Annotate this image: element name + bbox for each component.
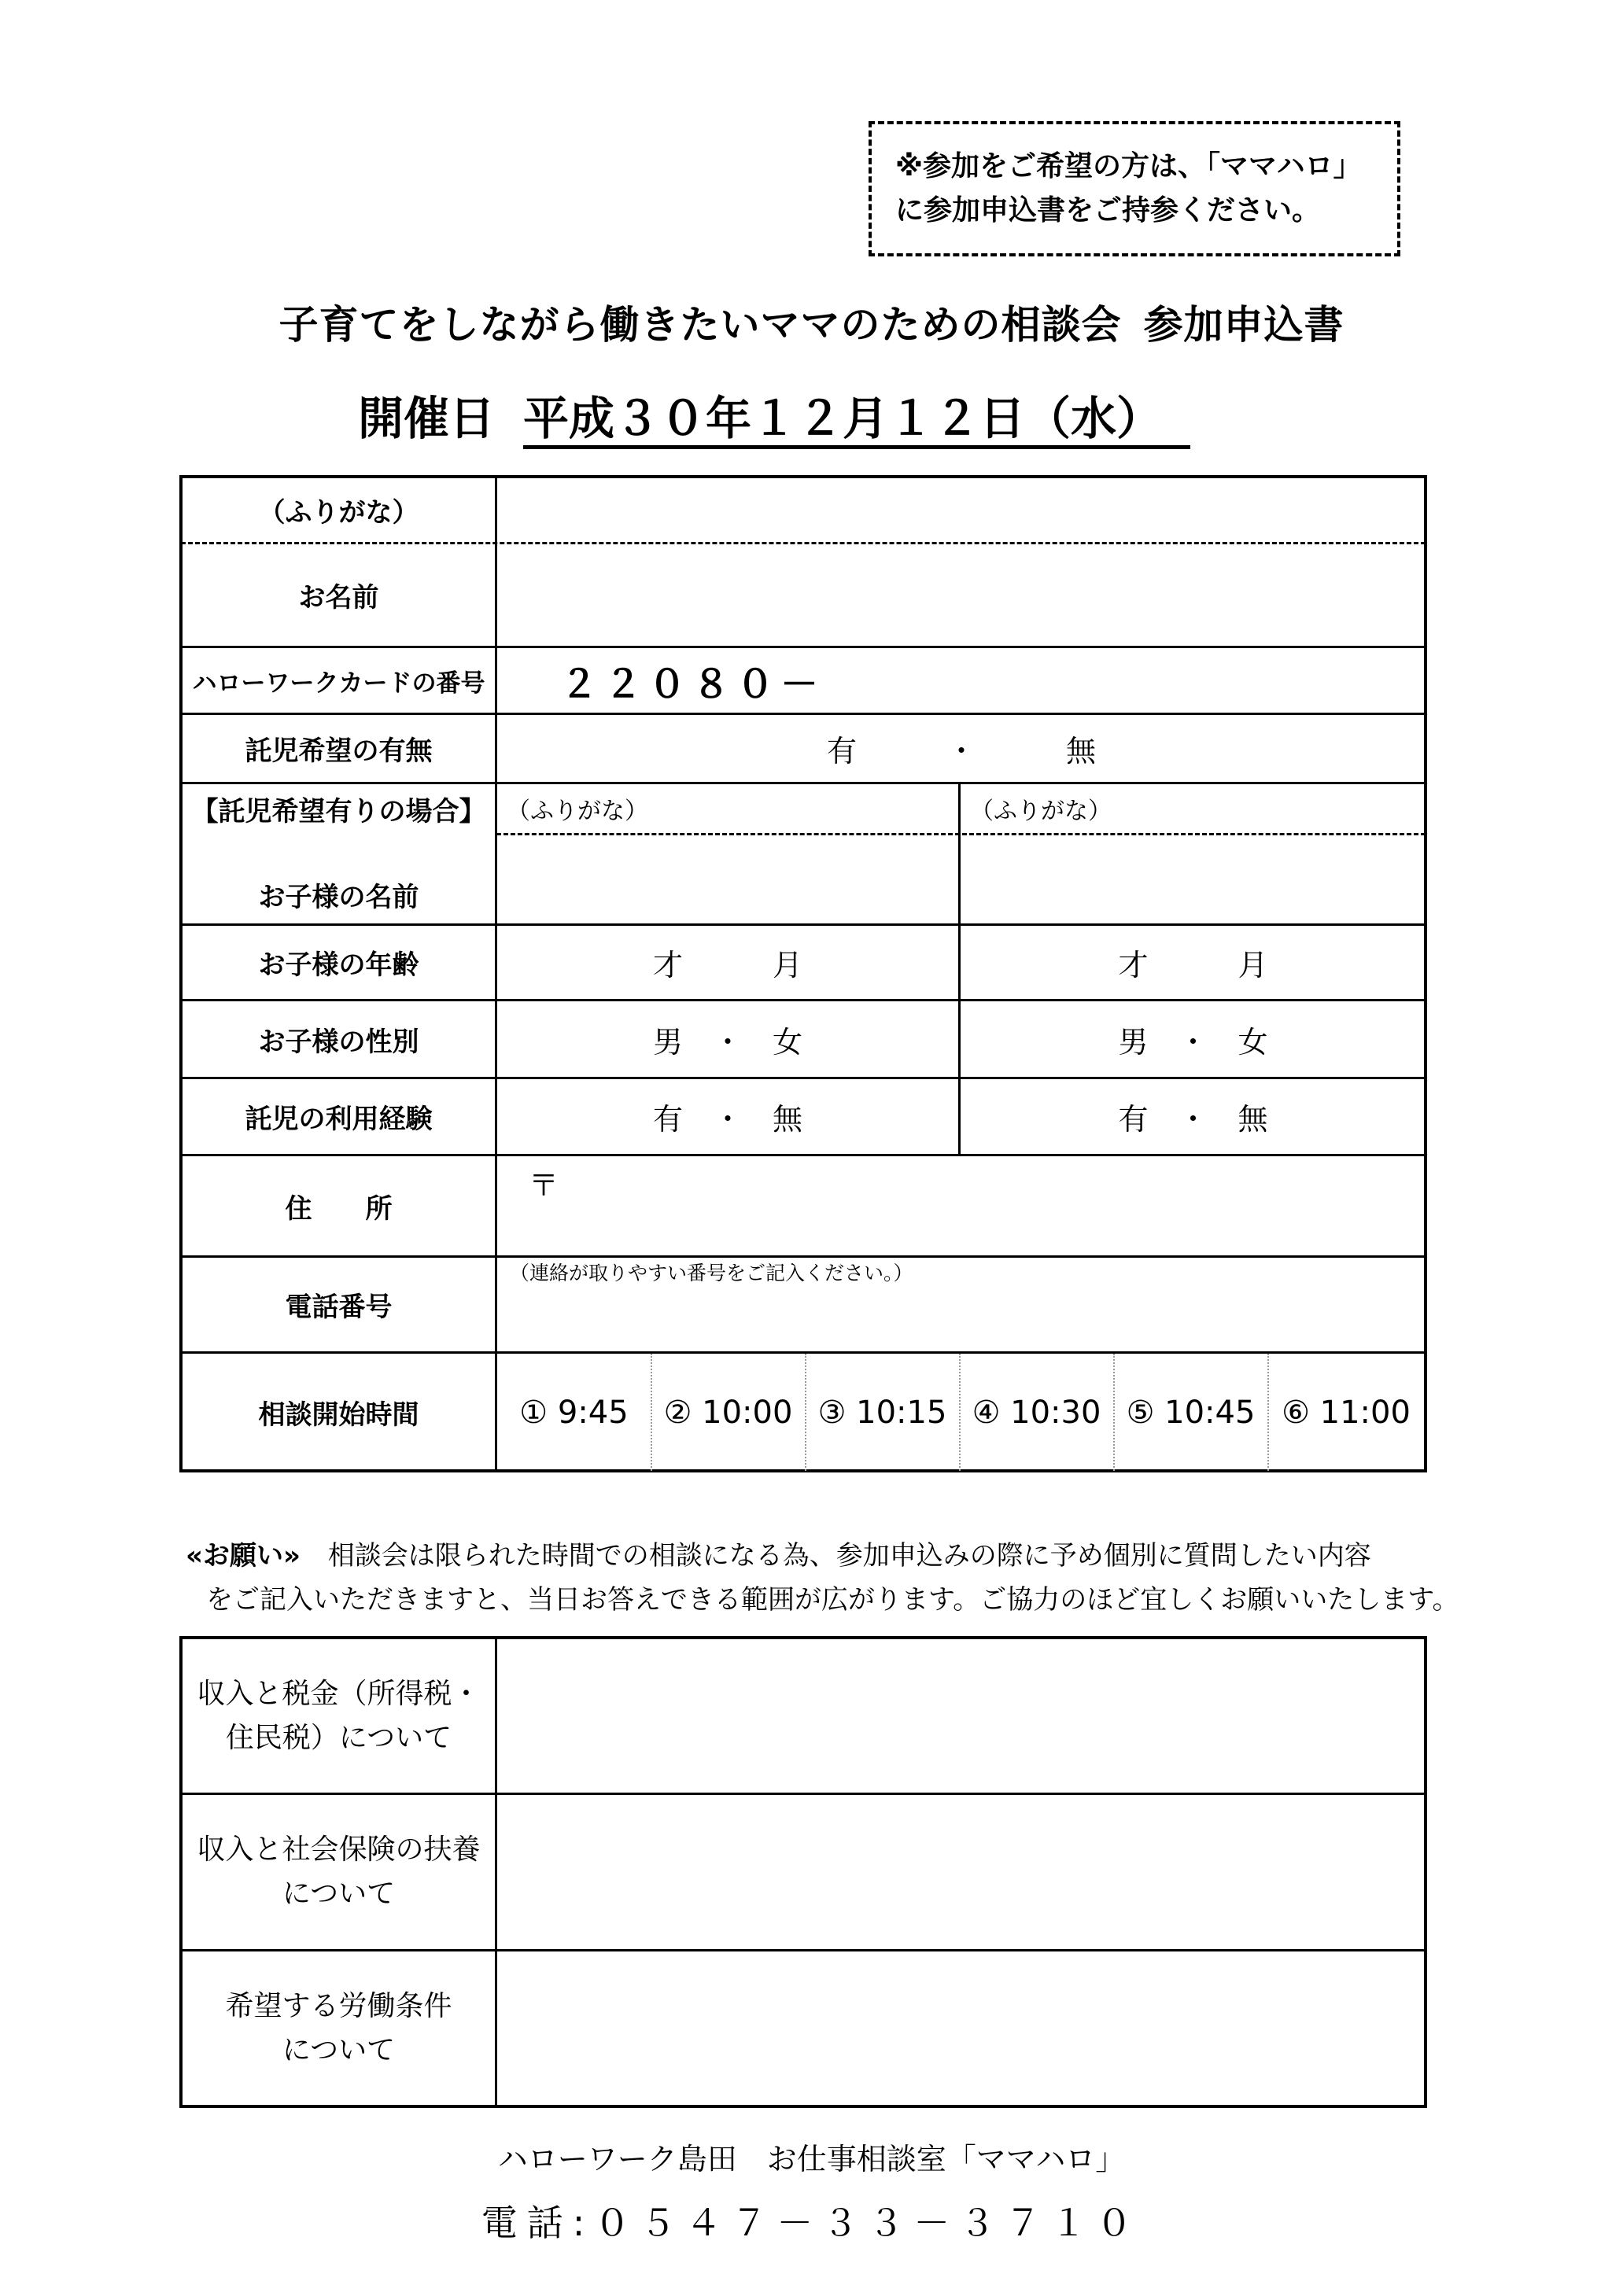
phone-field[interactable] bbox=[497, 1258, 1426, 1351]
name-field[interactable] bbox=[497, 544, 1426, 646]
question-label-2 bbox=[183, 1795, 495, 1949]
notice-line-1: ※参加をご希望の方は、「ママハロ」 bbox=[895, 150, 1362, 182]
question-3-line-1: 希望する労働条件 bbox=[225, 1989, 452, 2022]
child-2-age-field[interactable]: 才 月 bbox=[1118, 948, 1268, 982]
child-age-label: お子様の年齢 bbox=[258, 949, 419, 981]
time-slot-3[interactable]: ③ 10:15 bbox=[817, 1394, 947, 1431]
child-1-sex-options[interactable]: 男 ・ 女 bbox=[652, 1024, 802, 1060]
address-field[interactable] bbox=[497, 1156, 1426, 1255]
event-date-label: 開催日 bbox=[358, 392, 496, 445]
event-date-value: 平成３０年１２月１２日（水） bbox=[523, 392, 1190, 449]
time-slot-6[interactable]: ⑥ 11:00 bbox=[1282, 1394, 1411, 1431]
form-title-sub: 参加申込書 bbox=[1143, 302, 1345, 348]
event-date bbox=[358, 387, 1190, 450]
name-label: お名前 bbox=[298, 582, 379, 614]
childcare-experience-label: 託児の利用経験 bbox=[245, 1104, 433, 1135]
child-1-furigana-label: （ふりがな） bbox=[507, 798, 648, 825]
notice-line-2: に参加申込書をご持参ください。 bbox=[895, 194, 1321, 227]
question-1-line-2: 住民税）について bbox=[225, 1721, 452, 1754]
child-1-age-field[interactable]: 才 月 bbox=[652, 948, 802, 982]
question-label-1 bbox=[183, 1639, 495, 1793]
request-note bbox=[186, 1534, 1459, 1622]
time-slot-5[interactable]: ⑤ 10:45 bbox=[1126, 1394, 1256, 1431]
child-2-furigana-label: （ふりがな） bbox=[970, 798, 1112, 825]
child-sex-label: お子様の性別 bbox=[258, 1026, 419, 1058]
consultation-time-label: 相談開始時間 bbox=[258, 1399, 419, 1431]
time-slot-2[interactable]: ② 10:00 bbox=[663, 1394, 793, 1431]
question-2-line-2: について bbox=[282, 1878, 396, 1910]
footer-office: ハローワーク島田 お仕事相談室「ママハロ」 bbox=[497, 2142, 1126, 2176]
address-label: 住 所 bbox=[285, 1192, 393, 1225]
question-1-line-1: 収入と税金（所得税・ bbox=[197, 1677, 481, 1710]
form-title-main: 子育てをしながら働きたいママのための相談会 bbox=[278, 302, 1122, 348]
childcare-case-label: 【託児希望有りの場合】 bbox=[191, 795, 486, 827]
question-3-line-2: について bbox=[282, 2033, 396, 2066]
phone-note: （連絡が取りやすい番号をご記入ください。） bbox=[510, 1262, 913, 1284]
question-answer-1[interactable] bbox=[497, 1639, 1426, 1793]
card-number-label: ハローワークカードの番号 bbox=[192, 669, 485, 698]
question-answer-2[interactable] bbox=[497, 1795, 1426, 1949]
child-name-label: お子様の名前 bbox=[258, 881, 419, 913]
childcare-request-options[interactable]: 有 ・ 無 bbox=[826, 734, 1096, 768]
card-number-field[interactable]: ２２０８０－ bbox=[560, 662, 825, 706]
notice-box bbox=[869, 121, 1400, 256]
child-2-sex-options[interactable]: 男 ・ 女 bbox=[1118, 1024, 1268, 1060]
child-2-experience-options[interactable]: 有 ・ 無 bbox=[1118, 1102, 1268, 1137]
postal-mark: 〒 bbox=[529, 1168, 559, 1203]
form-title bbox=[0, 297, 1623, 352]
phone-label: 電話番号 bbox=[285, 1292, 393, 1323]
footer-phone: 電話:０５４７－３３－３７１０ bbox=[481, 2202, 1142, 2244]
question-2-line-1: 収入と社会保険の扶養 bbox=[197, 1833, 481, 1866]
childcare-request-label: 託児希望の有無 bbox=[245, 735, 433, 767]
question-label-3 bbox=[183, 1951, 495, 2105]
child-1-experience-options[interactable]: 有 ・ 無 bbox=[652, 1102, 802, 1137]
furigana-field[interactable] bbox=[497, 478, 1426, 542]
question-answer-3[interactable] bbox=[497, 1951, 1426, 2105]
time-slot-4[interactable]: ④ 10:30 bbox=[972, 1394, 1101, 1431]
time-slot-1[interactable]: ① 9:45 bbox=[519, 1394, 629, 1431]
furigana-label: （ふりがな） bbox=[258, 497, 419, 529]
child-2-name-field[interactable] bbox=[961, 835, 1426, 923]
request-heading: «お願い» bbox=[186, 1540, 301, 1572]
request-line-2: をご記入いただきますと、当日お答えできる範囲が広がります。ご協力のほど宜しくお願いいたします。 bbox=[206, 1584, 1459, 1616]
child-1-name-field[interactable] bbox=[497, 835, 958, 923]
request-line-1: 相談会は限られた時間での相談になる為、参加申込みの際に予め個別に質問したい内容 bbox=[327, 1540, 1371, 1572]
